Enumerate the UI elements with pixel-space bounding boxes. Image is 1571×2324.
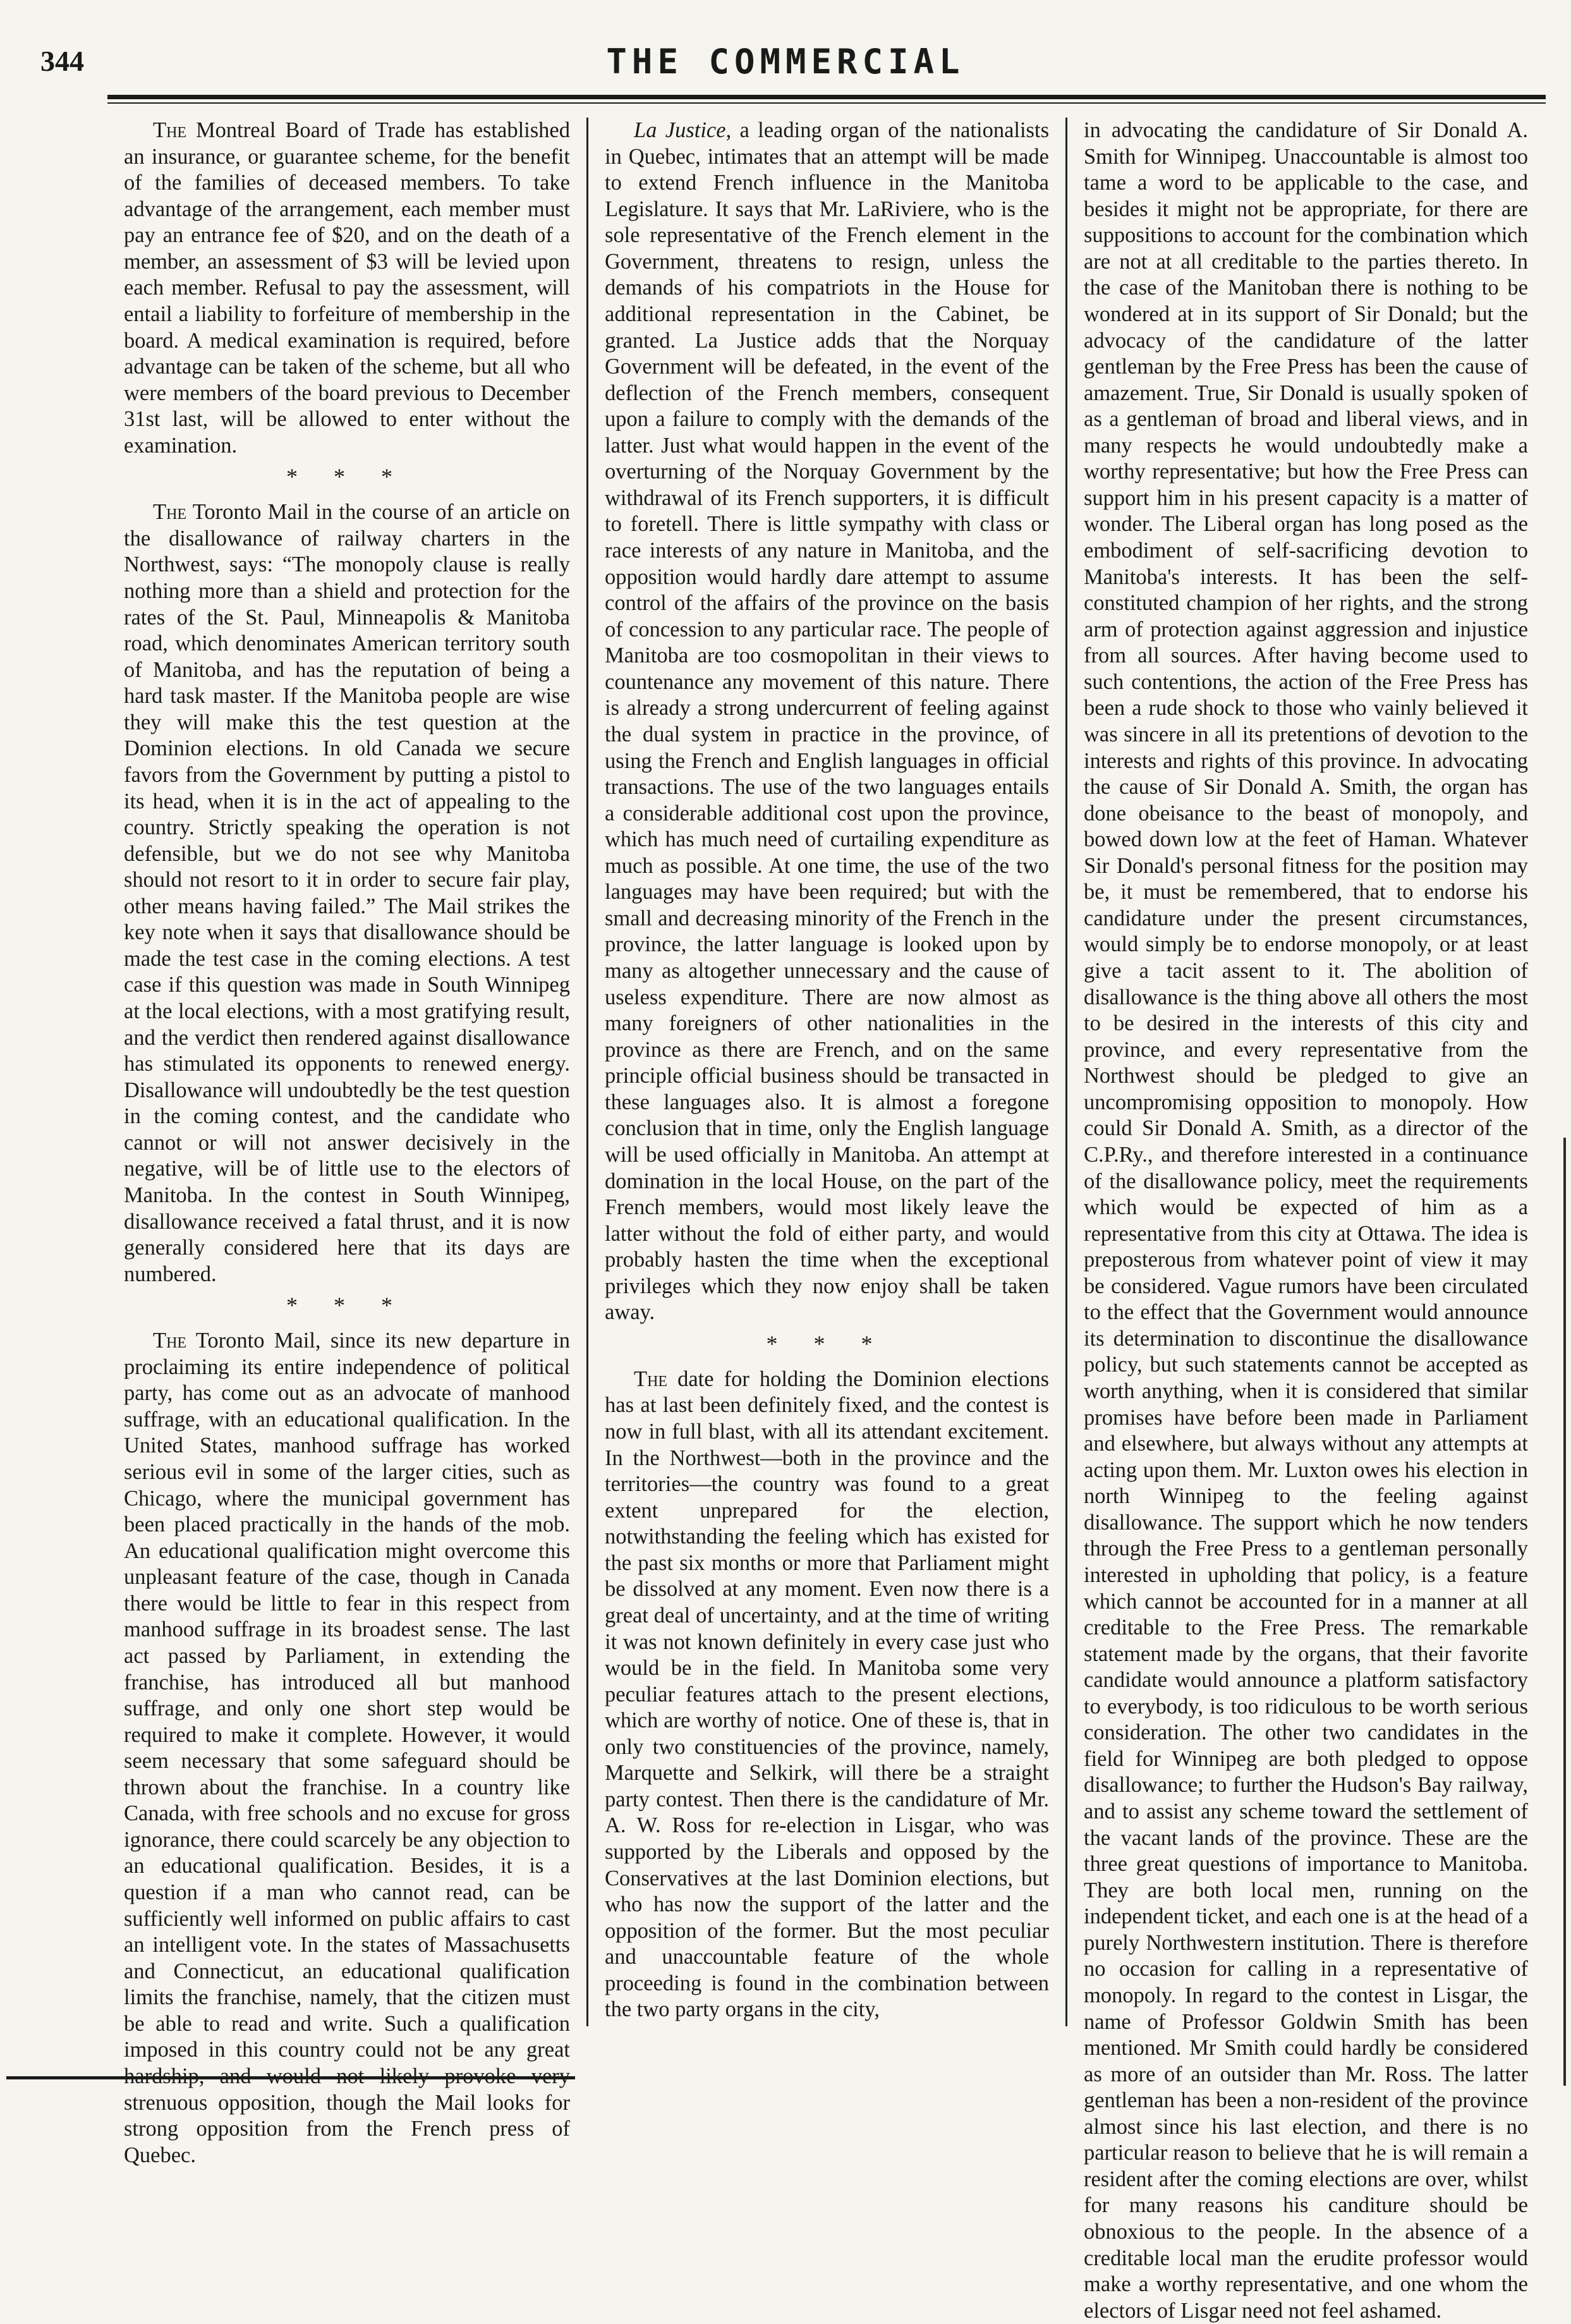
footer-rule: [6, 2076, 575, 2079]
paragraph: [605, 118, 1049, 1326]
paragraph-text: in advocating the candidature of Sir Donald A. Smith for Winnipeg. Unaccountable is almost too tame a word to be applicable to the case, and besides it might not be appropriate, for there are suppositions to account for the combination which are not at all creditable to the parties thereto. In the case of the Manitoban there is nothing to be wondered at in its support of Sir Donald; but the advocacy of the candidature of the latter gentleman by the Free Press has been the cause of amazement. True, Sir Donald is usually spoken of as a gentleman of broad and liberal views, and in many respects he would undoubtedly make a worthy representative; but how the Free Press can support him in his present capacity is a matter of wonder. The Liberal organ has long posed as the embodiment of self-sacrificing devotion to Manitoba's interests. It has been the self-constituted champion of her rights, and the strong arm of protection against aggression and injustice from all sources. After having become used to such contentions, the action of the Free Press has been a rude shock to those who vainly believed it was sincere in all its pretentions of devotion to the interests and rights of this province. In advocating the cause of Sir Donald A. Smith, the organ has done obeisance to the beast of monopoly, and bowed down low at the feet of Haman. Whatever Sir Donald's personal fitness for the position may be, it must be remembered, that to endorse his candidature under the present circumstances, would simply be to endorse monopoly, or at least give a tacit assent to it. The abolition of disallowance is the thing above all others the most to be desired in the interests of this city and province, and every representative from the Northwest should be pledged to give an uncompromising opposition to monopoly. How could Sir Donald A. Smith, as a director of the C.P.Ry., and therefore interested in a continuance of the disallowance policy, meet the requirements which would be expected of him as a representative from this city at Ottawa. The idea is preposterous from whatever point of view it may be considered. Vague rumors have been circulated to the effect that the Government would announce its determination to discontinue the disallowance policy, but such statements cannot be accepted as worth anything, when it is considered that similar promises have before been made in Parliament and elsewhere, but always without any attempts at acting upon them. Mr. Luxton owes his election in north Winnipeg to the feeling against disallowance. The support which he now tenders through the Free Press to a gentleman personally interested in upholding that policy, is a feature which cannot be accounted for in a manner at all creditable to the Free Press. The remarkable statement made by the organs, that their favorite candidate would announce a platform satisfactory to everybody, is too ridiculous to be worth serious consideration. The other two candidates in the field for Winnipeg are both pledged to oppose disallowance; to further the Hudson's Bay railway, and to assist any scheme toward the settlement of the vacant lands of the province. These are the three great questions of importance to Manitoba. They are both local men, running on the independent ticket, and each one is at the head of a purely Northwestern institution. There is therefore no occasion for calling in a representative of monopoly. In regard to the contest in Lisgar, the name of Professor Goldwin Smith has been mentioned. Mr Smith could hardly be considered as more of an outsider than Mr. Ross. The latter gentleman has been a non-resident of the province almost since his last election, and there is no particular reason to believe that he is will remain a resident after the coming elections are over, whilst for many reasons his canditure should be obnoxious to the people. In the absence of a creditable local man the erudite professor would make a worthy representative, and one whom the electors of Lisgar need not feel ashamed.: [1084, 118, 1528, 2323]
paragraph: [124, 499, 570, 1287]
paragraph-lead: The: [153, 118, 187, 142]
paragraph: [124, 1328, 570, 2169]
paragraph-continued: [1084, 118, 1528, 2324]
paragraph-text: , a leading organ of the nationalists in Quebec, intimates that an attempt will be made to extend French influence in the Manitoba Legislature. It says that Mr. LaRiviere, who is the sole representative of the French element in the Government, threatens to resign, unless the demands of his compatriots in the House for additional representation in the Cabinet, be granted. La Justice adds that the Norquay Government will be defeated, in the event of the deflection of the French members, consequent upon a failure to comply with the demands of the latter. Just what would happen in the event of the overturning of the Norquay Government by the withdrawal of its French supporters, it is difficult to foretell. There is little sympathy with class or race interests of any nature in Manitoba, and the opposition would hardly dare attempt to assume control of the affairs of the province on the basis of concession to any particular race. The people of Manitoba are too cosmopolitan in their views to countenance any movement of this nature. There is already a strong undercurrent of feeling against the dual system in practice in the province, of using the French and English languages in official transactions. The use of the two languages entails a considerable additional cost upon the province, which has much need of curtailing expenditure as much as possible. At one time, the use of the two languages may have been required; but with the small and decreasing minority of the French in the province, the latter language is looked upon by many as altogether unnecessary and the cause of useless expenditure. There are now almost as many foreigners of other nationalities in the province as there are French, and on the same principle official business should be transacted in these languages also. It is almost a foregone conclusion that in time, only the English language will be used officially in Manitoba. An attempt at domination in the local House, on the part of the French members, would most likely leave the latter without the fold of either party, and would probably hasten the time when the exceptional privileges which they now enjoy shall be taken away.: [605, 118, 1049, 1325]
article-columns: [107, 118, 1546, 2323]
paragraph-text: Toronto Mail in the course of an article on the disallowance of railway charters in the Northwest, says: “The monopoly clause is really nothing more than a shield and protection for the rates of the St. Paul, Minneapolis & Manitoba road, which denominates American territory south of Manitoba, and has the reputation of being a hard task master. If the Manitoba people are wise they will make this the test question at the Dominion elections. In old Canada we secure favors from the Government by putting a pistol to its head, when it is in the act of appealing to the country. Strictly speaking the operation is not defensible, but we do not see why Manitoba should not resort to it in order to secure fair play, other means having failed.” The Mail strikes the key note when it says that disallowance should be made the test case in the coming elections. A test case if this question was made in South Winnipeg at the local elections, with a most gratifying result, and the verdict then rendered against disallowance has stimulated its opponents to renewed energy. Disallowance will undoubtedly be the test question in the coming contest, and the candidate who cannot or will not answer decisively in the negative, will be of little use to the electors of Manitoba. In the contest in South Winnipeg, disallowance received a fatal thrust, and it is now generally considered here that its days are numbered.: [124, 500, 570, 1286]
paragraph-lead: The: [153, 500, 187, 525]
column-2: [586, 118, 1065, 2026]
paragraph: [605, 1366, 1049, 2023]
page-edge-shadow: [1563, 1138, 1566, 2086]
paragraph-text: date for holding the Dominion elections has at last been definitely fixed, and the contest is now in full blast, with all its attendant excitement. In the Northwest—both in the province and the territories—the country was found to a great extent unprepared for the election, notwithstanding the feeling which has existed for the past six months or more that Parliament might be dissolved at any moment. Even now there is a great deal of uncertainty, and at the time of writing it was not known definitely in every case just who would be in the field. In Manitoba some very peculiar features attach to the present elections, which are worthy of notice. One of these is, that in only two constituencies of the province, namely, Marquette and Selkirk, will there be a straight party contest. Then there is the candidature of Mr. A. W. Ross for re-election in Lisgar, who was supported by the Liberals and opposed by the Conservatives at the last Dominion elections, but who has now the support of the latter and the opposition of the former. But the most peculiar and unaccountable feature of the whole proceeding is found in the combination between the two party organs in the city,: [605, 1366, 1049, 2022]
section-divider: * * *: [286, 464, 408, 490]
running-title: THE COMMERCIAL: [606, 42, 965, 82]
column-1: [107, 118, 586, 2167]
paragraph: [124, 118, 570, 459]
header-rule-thin: [107, 102, 1546, 104]
header-rule-thick: [107, 95, 1546, 99]
section-divider: * * *: [766, 1330, 888, 1356]
paragraph-lead: The: [153, 1329, 187, 1353]
column-3: [1065, 118, 1544, 2323]
paragraph-text: Toronto Mail, since its new departure in proclaiming its entire independence of political party, has come out as an advocate of manhood suffrage, with an educational qualification. In the United States, manhood suffrage has worked serious evil in some of the larger cities, such as Chicago, where the municipal government has been placed practically in the hands of the mob. An educational qualification might overcome this unpleasant feature of the case, though in Canada there would be little to fear in this respect from manhood suffrage in its broadest sense. The last act passed by Parliament, in extending the franchise, has introduced all but manhood suffrage, and only one short step would be required to make it complete. However, it would seem necessary that some safeguard should be thrown about the franchise. In a country like Canada, with free schools and no excuse for gross ignorance, there could scarcely be any objection to an educational qualification. Besides, it is a question if a man who cannot read, can be sufficiently well informed on public affairs to cast an intelligent vote. In the states of Massachusetts and Connecticut, an educational qualification limits the franchise, namely, that the citizen must be able to read and write. Such a qualification imposed in this country could not be any great strenuous opposition, though the Mail looks for strong opposition from the French press of Quebec.: [124, 1329, 570, 2167]
paragraph-lead: The: [634, 1366, 668, 1391]
section-divider: * * *: [286, 1293, 408, 1318]
page-number: 344: [40, 45, 84, 77]
paragraph-lead: La Justice: [634, 118, 726, 142]
paragraph-text: Montreal Board of Trade has established an insurance, or guarantee scheme, for the benefit of the families of deceased members. To take advantage of the arrangement, each member must pay an entrance fee of $20, and on the death of a member, an assessment of $3 will be levied upon each member. Refusal to pay the assessment, will entail a liability to forfeiture of membership in the board. A medical examination is required, before advantage can be taken of the scheme, but all who were members of the board previous to December 31st last, will be allowed to enter without the examination.: [124, 118, 570, 458]
